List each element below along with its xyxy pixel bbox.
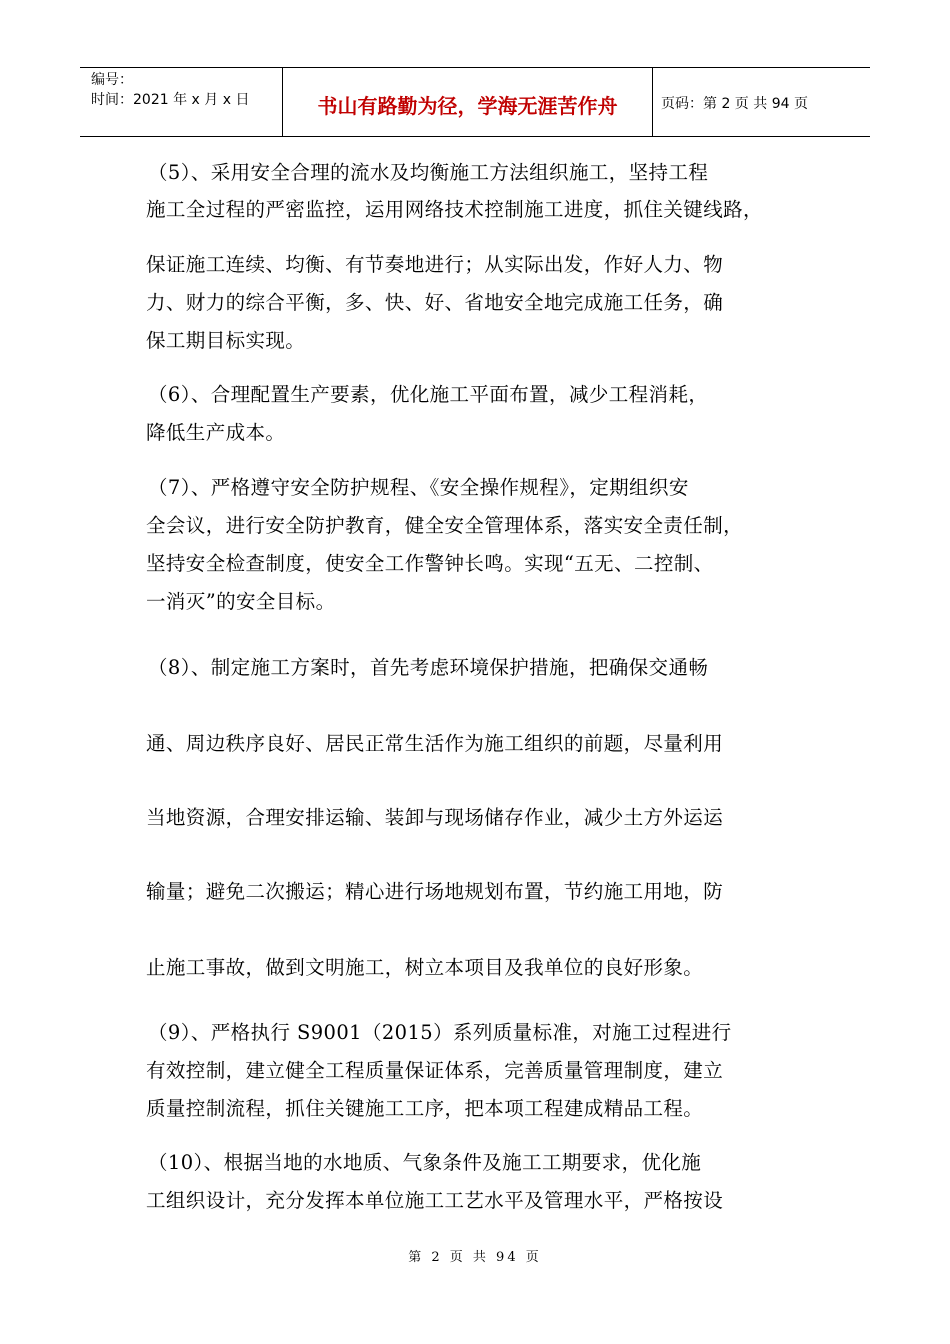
paragraph-line: 力、财力的综合平衡，多、快、好、省地安全地完成施工任务，确 xyxy=(146,291,724,314)
paragraph-line: 当地资源，合理安排运输、装卸与现场储存作业，减少土方外运运 xyxy=(146,806,724,829)
document-date: 时间：2021 年 x 月 x 日 xyxy=(91,92,250,108)
page-footer xyxy=(0,1246,950,1265)
header-meta xyxy=(80,68,283,136)
paragraph-line: （7）、严格遵守安全防护规程、《安全操作规程》，定期组织安 xyxy=(148,476,689,499)
paragraph-line: 施工全过程的严密监控，运用网络技术控制施工进度，抓住关键线路， xyxy=(146,198,763,221)
paragraph-line: 一消灭”的安全目标。 xyxy=(146,590,336,613)
paragraph-line: 保证施工连续、均衡、有节奏地进行；从实际出发，作好人力、物 xyxy=(146,253,724,276)
paragraph-line: 有效控制，建立健全工程质量保证体系，完善质量管理制度，建立 xyxy=(146,1059,724,1082)
page-header xyxy=(80,67,870,137)
header-motto: 书山有路勤为径，学海无涯苦作舟 xyxy=(317,93,618,118)
paragraph-line: 通、周边秩序良好、居民正常生活作为施工组织的前题，尽量利用 xyxy=(146,732,724,755)
paragraph-line: 工组织设计，充分发挥本单位施工工艺水平及管理水平，严格按设 xyxy=(146,1189,724,1212)
paragraph-line: （10）、根据当地的水地质、气象条件及施工工期要求，优化施 xyxy=(148,1151,702,1174)
paragraph-line: 输量；避免二次搬运；精心进行场地规划布置，节约施工用地，防 xyxy=(146,880,724,903)
paragraph-line: 保工期目标实现。 xyxy=(146,329,306,352)
header-page-info: 页码：第 2 页 共 94 页 xyxy=(661,96,808,112)
header-motto-cell xyxy=(283,68,653,136)
document-number-label: 编号： xyxy=(91,72,133,88)
paragraph-line: （6）、合理配置生产要素，优化施工平面布置，减少工程消耗， xyxy=(148,383,709,406)
header-page-info-cell xyxy=(653,68,870,136)
footer-page-number: 第 2 页 共 94 页 xyxy=(408,1250,542,1265)
paragraph-line: 降低生产成本。 xyxy=(146,421,286,444)
paragraph-line: （8）、制定施工方案时，首先考虑环境保护措施，把确保交通畅 xyxy=(148,656,709,679)
paragraph-line: 全会议，进行安全防护教育，健全安全管理体系，落实安全责任制， xyxy=(146,514,744,537)
paragraph-line: 止施工事故，做到文明施工，树立本项目及我单位的良好形象。 xyxy=(146,956,704,979)
paragraph-line: 坚持安全检查制度，使安全工作警钟长鸣。实现“五无、二控制、 xyxy=(146,552,714,575)
paragraph-line: （9）、严格执行 S9001（2015）系列质量标准，对施工过程进行 xyxy=(148,1021,732,1044)
paragraph-line: （5）、采用安全合理的流水及均衡施工方法组织施工，坚持工程 xyxy=(148,161,709,184)
paragraph-line: 质量控制流程，抓住关键施工工序，把本项工程建成精品工程。 xyxy=(146,1097,704,1120)
